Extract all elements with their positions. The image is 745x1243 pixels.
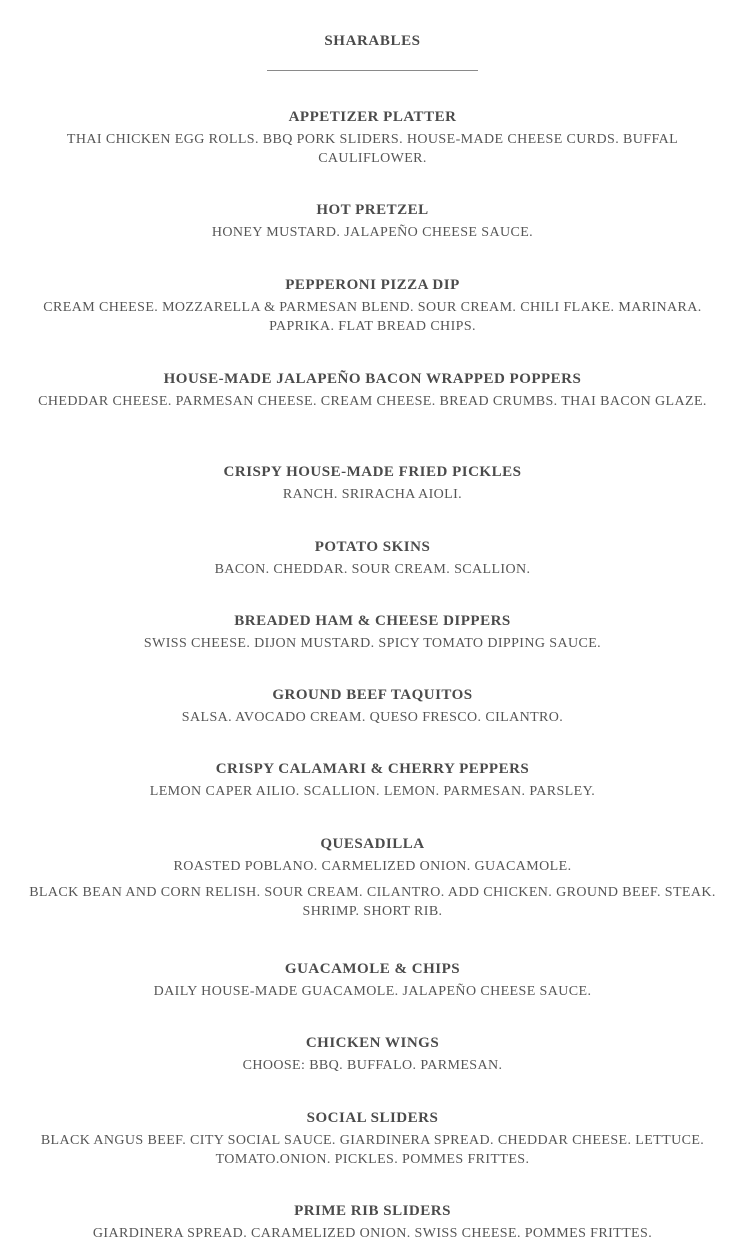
item-description: BLACK ANGUS BEEF. CITY SOCIAL SAUCE. GIARDINERA SPREAD. CHEDDAR CHEESE. LETTUCE. TOMATO.ONION. PICKLES. POMMES FRITTES.	[40, 1133, 705, 1167]
item-name: GUACAMOLE & CHIPS	[284, 961, 461, 977]
item-name: CRISPY CALAMARI & CHERRY PEPPERS	[215, 761, 530, 777]
item-description: SWISS CHEESE. DIJON MUSTARD. SPICY TOMATO DIPPING SAUCE.	[143, 636, 602, 651]
item-description: CHOOSE: BBQ. BUFFALO. PARMESAN.	[242, 1058, 503, 1073]
menu-item	[20, 537, 725, 579]
item-description: SALSA. AVOCADO CREAM. QUESO FRESCO. CILANTRO.	[181, 710, 564, 725]
item-name: BREADED HAM & CHEESE DIPPERS	[234, 613, 511, 629]
item-name: HOUSE-MADE JALAPEÑO BACON WRAPPED POPPERS	[163, 371, 582, 387]
menu-item	[20, 369, 725, 411]
menu-item	[20, 611, 725, 653]
menu-item	[20, 1033, 725, 1075]
item-description: GIARDINERA SPREAD. CARAMELIZED ONION. SWISS CHEESE. POMMES FRITTES.	[92, 1226, 653, 1241]
menu-item	[20, 685, 725, 727]
item-description: HONEY MUSTARD. JALAPEÑO CHEESE SAUCE.	[211, 225, 534, 240]
item-name: QUESADILLA	[320, 836, 425, 852]
section-title: SHARABLES	[324, 33, 421, 49]
item-name: HOT PRETZEL	[316, 202, 429, 218]
menu-item	[20, 200, 725, 242]
menu-item	[20, 959, 725, 1001]
section-divider	[267, 70, 478, 71]
menu-item	[20, 834, 725, 921]
item-description-extra: BLACK BEAN AND CORN RELISH. SOUR CREAM. CILANTRO. ADD CHICKEN. GROUND BEEF. STEAK. SHRIMP. SHORT RIB.	[29, 885, 716, 919]
item-description: RANCH. SRIRACHA AIOLI.	[282, 487, 463, 502]
item-name: APPETIZER PLATTER	[288, 109, 457, 125]
item-description: ROASTED POBLANO. CARMELIZED ONION. GUACAMOLE.	[173, 859, 572, 874]
item-name: CHICKEN WINGS	[305, 1035, 440, 1051]
menu-item	[20, 107, 725, 168]
item-description: LEMON CAPER AILIO. SCALLION. LEMON. PARMESAN. PARSLEY.	[149, 784, 596, 799]
item-description: DAILY HOUSE-MADE GUACAMOLE. JALAPEÑO CHEESE SAUCE.	[153, 984, 592, 999]
item-name: PRIME RIB SLIDERS	[294, 1203, 451, 1219]
item-name: GROUND BEEF TAQUITOS	[272, 687, 473, 703]
menu-item	[20, 1201, 725, 1243]
menu-item	[20, 759, 725, 801]
item-name: PEPPERONI PIZZA DIP	[285, 277, 460, 293]
item-description: CREAM CHEESE. MOZZARELLA & PARMESAN BLEND. SOUR CREAM. CHILI FLAKE. MARINARA. PAPRIKA. FLAT BREAD CHIPS.	[43, 300, 702, 334]
item-description: BACON. CHEDDAR. SOUR CREAM. SCALLION.	[214, 562, 531, 577]
item-name: POTATO SKINS	[314, 539, 431, 555]
menu-item	[20, 1108, 725, 1169]
item-name: SOCIAL SLIDERS	[306, 1110, 439, 1126]
menu-item	[20, 275, 725, 336]
menu-item	[20, 462, 725, 504]
item-description: CHEDDAR CHEESE. PARMESAN CHEESE. CREAM CHEESE. BREAD CRUMBS. THAI BACON GLAZE.	[38, 394, 707, 409]
item-name: CRISPY HOUSE-MADE FRIED PICKLES	[223, 464, 522, 480]
item-description: THAI CHICKEN EGG ROLLS. BBQ PORK SLIDERS. HOUSE-MADE CHEESE CURDS. BUFFAL CAULIFLOWER.	[66, 132, 679, 166]
